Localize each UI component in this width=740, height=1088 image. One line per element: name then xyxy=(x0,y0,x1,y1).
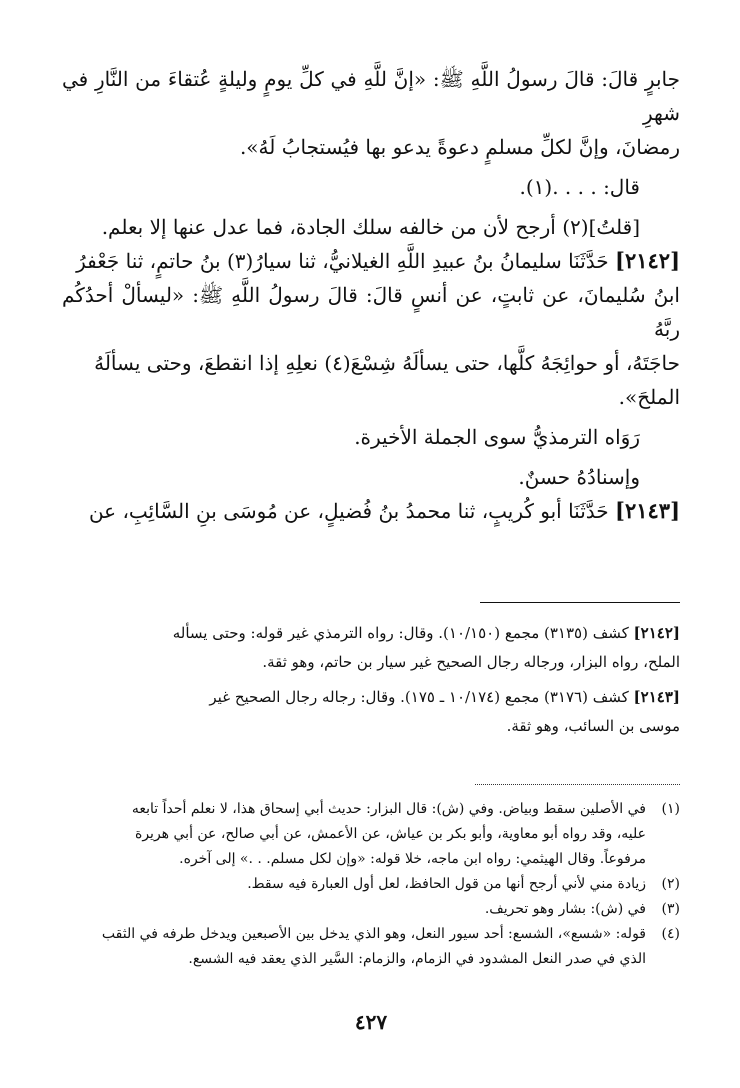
takhrij-separator xyxy=(480,602,680,603)
text-line: ابنُ سُليمانَ، عن ثابتٍ، عن أنسٍ قالَ: قالَ رسولُ اللَّهِ ﷺ: «ليسألْ أحدُكُم ربَّهُ xyxy=(62,283,680,341)
footnote-number: (٢) xyxy=(661,876,680,892)
text-line: جابرٍ قالَ: قالَ رسولُ اللَّهِ ﷺ: «إنَّ للَّهِ في كلِّ يومٍ وليلةٍ عُتقاءَ من النَّارِ في شهرِ xyxy=(62,67,680,125)
takhrij-number-2143: [٢١٤٣] xyxy=(633,688,680,706)
takhrij-notes xyxy=(62,619,680,747)
footnote-4 xyxy=(62,922,680,972)
footnote-text xyxy=(62,797,646,872)
footnote-line: في الأصلين سقط وبياض. وفي (ش): قال البزار: حديث أبي إسحاق هذا، لا نعلم أحداً تابعه xyxy=(131,801,646,817)
takhrij-number-2142: [٢١٤٢] xyxy=(633,624,680,642)
hadith-number-2142: [٢١٤٢] xyxy=(615,248,680,273)
footnote-number: (٣) xyxy=(661,901,680,917)
footnote-text: في (ش): بشار وهو تحريف. xyxy=(484,901,646,917)
footnote-line: قوله: «شسع»، الشسع: أحد سيور النعل، وهو الذي يدخل بين الأصبعين ويدخل طرفه في الثقب xyxy=(101,926,646,942)
footnote-number: (٤) xyxy=(661,926,680,942)
takhrij-2143 xyxy=(62,683,680,741)
qultu-line: [قلتُ](٢) أرجح لأن من خالفه سلك الجادة، فما عدل عنها إلا بعلم. xyxy=(101,215,640,239)
book-page xyxy=(62,62,680,1062)
takhrij-text: كشف (٣١٣٥) مجمع (١٠/١٥٠). وقال: رواه الترمذي غير قوله: وحتى يسأله xyxy=(172,624,629,642)
isnad-line: وإسنادُهُ حسنٌ. xyxy=(518,465,640,489)
rawahu-line: رَوَاه الترمذيُّ سوى الجملة الأخيرة. xyxy=(354,425,640,449)
qal-line: قال: . . . .(١). xyxy=(519,175,640,199)
hadith-2142-line xyxy=(62,244,680,278)
hadith-number-2143: [٢١٤٣] xyxy=(615,498,680,523)
hadith-2143-line xyxy=(62,494,680,528)
footnote-number: (١) xyxy=(661,801,680,817)
footnote-line: عليه، وقد رواه أبو معاوية، وأبو بكر بن عياش، عن الأعمش، عن أبي صالح، عن أبي هريرة xyxy=(134,826,646,842)
footnote-text: زيادة مني لأني أرجح أنها من قول الحافظ، لعل أول العبارة فيه سقط. xyxy=(247,876,646,892)
page-number: ٤٢٧ xyxy=(354,1010,388,1034)
takhrij-text: كشف (٣١٧٦) مجمع (١٠/١٧٤ ـ ١٧٥). وقال: رجاله رجال الصحيح غير xyxy=(209,688,629,706)
footnote-1 xyxy=(62,797,680,872)
text-line: الملحَ». xyxy=(618,385,680,409)
footnote-separator xyxy=(475,784,680,785)
footnote-line: مرفوعاً. وقال الهيثمي: رواه ابن ماجه، خلا قوله: «وإن لكل مسلم. . .» إلى آخره. xyxy=(179,851,646,867)
footnote-2 xyxy=(62,872,680,897)
text-line: حاجَتَهُ، أو حوائِجَهُ كلَّها، حتى يسألَهُ شِسْعَ(٤) نعلِهِ إذا انقطعَ، وحتى يسألَهُ xyxy=(94,351,680,375)
text-line: رمضانَ، وإنَّ لكلِّ مسلمٍ دعوةً يدعو بها فيُستجابُ لَهُ». xyxy=(239,135,680,159)
footnote-text xyxy=(62,922,646,972)
takhrij-text: موسى بن السائب، وهو ثقة. xyxy=(506,717,680,735)
hadith-2143-text: حَدَّثَنَا أبو كُريبٍ، ثنا محمدُ بنُ فُضيلٍ، عن مُوسَى بنِ السَّائِبِ، عن xyxy=(88,499,609,523)
takhrij-2142 xyxy=(62,619,680,677)
main-text xyxy=(62,62,680,528)
footnote-line: الذي في صدر النعل المشدود في الزمام، والزمام: السَّير الذي يعقد فيه الشسع. xyxy=(188,951,646,967)
footnote-3 xyxy=(62,897,680,922)
footnotes xyxy=(62,797,680,972)
hadith-2142-text: حَدَّثَنَا سليمانُ بنُ عبيدِ اللَّهِ الغيلانيُّ، ثنا سيارُ(٣) بنُ حاتمٍ، ثنا جَعْفرُ xyxy=(76,249,609,273)
takhrij-text: الملح، رواه البزار، ورجاله رجال الصحيح غير سيار بن حاتم، وهو ثقة. xyxy=(262,653,680,671)
